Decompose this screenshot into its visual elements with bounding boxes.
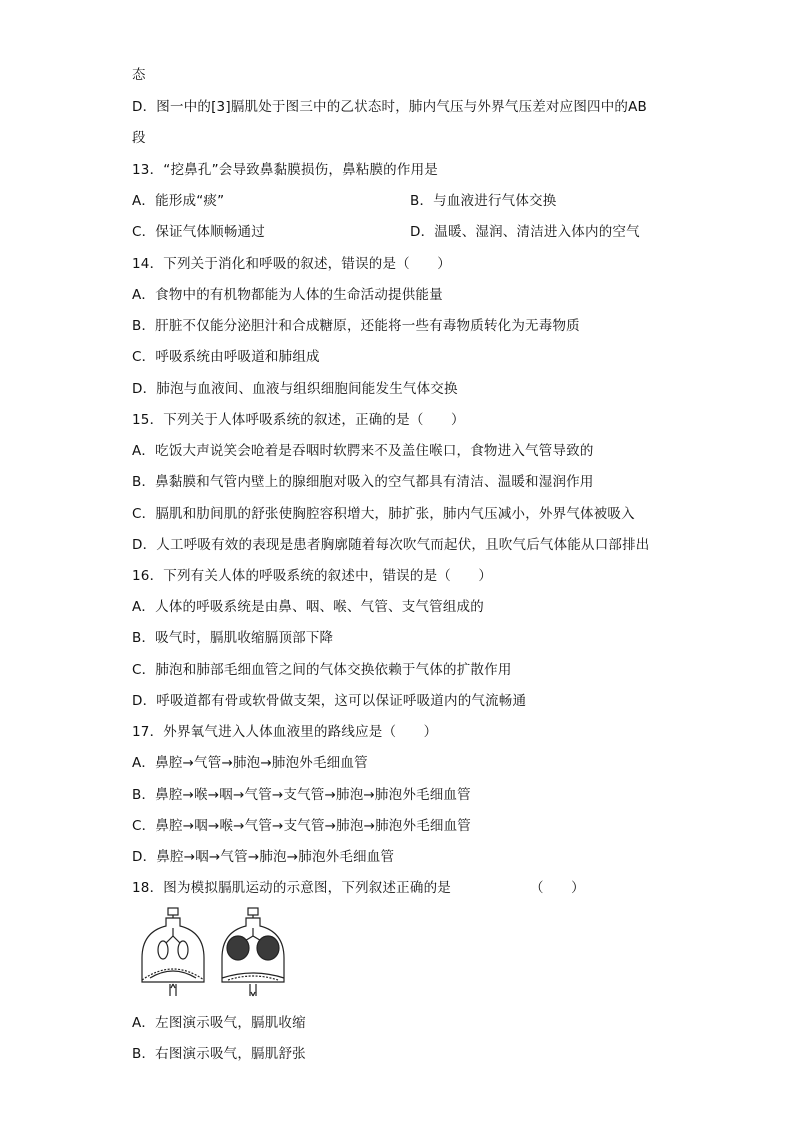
question-14-stem: 14．下列关于消化和呼吸的叙述，错误的是（ ）: [132, 256, 451, 272]
answer-parentheses: （ ）: [530, 880, 585, 896]
q15-option-a: A．吃饭大声说笑会呛着是吞咽时软腭来不及盖住喉口，食物进入气管导致的: [132, 443, 594, 459]
q15-option-c: C．膈肌和肋间肌的舒张使胸腔容积增大，肺扩张，肺内气压减小，外界气体被吸入: [132, 506, 635, 522]
q16-option-d: D．呼吸道都有骨或软骨做支架，这可以保证呼吸道内的气流畅通: [132, 693, 527, 709]
diaphragm-model-figure: [136, 906, 306, 998]
text-line: D．图一中的[3]膈肌处于图三中的乙状态时，肺内气压与外界气压差对应图四中的AB: [132, 99, 648, 115]
question-13-stem: 13．“挖鼻孔”会导致鼻黏膜损伤，鼻粘膜的作用是: [132, 162, 438, 178]
text-line: 段: [132, 130, 146, 146]
right-bell-jar: [222, 908, 284, 996]
q13-option-b: B．与血液进行气体交换: [410, 193, 557, 209]
question-18-stem: 18．图为模拟膈肌运动的示意图，下列叙述正确的是: [132, 880, 451, 896]
question-16-stem: 16．下列有关人体的呼吸系统的叙述中，错误的是（ ）: [132, 568, 493, 584]
q13-option-a: A．能形成“痰”: [132, 193, 225, 209]
text-line: 态: [132, 67, 146, 83]
q18-option-b: B．右图演示吸气，膈肌舒张: [132, 1046, 306, 1062]
q16-option-a: A．人体的呼吸系统是由鼻、咽、喉、气管、支气管组成的: [132, 599, 484, 615]
question-15-stem: 15．下列关于人体呼吸系统的叙述，正确的是（ ）: [132, 412, 465, 428]
q17-option-d: D．鼻腔→咽→气管→肺泡→肺泡外毛细血管: [132, 849, 395, 865]
q14-option-a: A．食物中的有机物都能为人体的生命活动提供能量: [132, 287, 443, 303]
q13-option-d: D．温暖、湿润、清洁进入体内的空气: [410, 224, 640, 240]
q17-option-a: A．鼻腔→气管→肺泡→肺泡外毛细血管: [132, 755, 368, 771]
q15-option-b: B．鼻黏膜和气管内壁上的腺细胞对吸入的空气都具有清洁、温暖和湿润作用: [132, 474, 594, 490]
left-bell-jar: [142, 908, 204, 996]
q16-option-c: C．肺泡和肺部毛细血管之间的气体交换依赖于气体的扩散作用: [132, 662, 512, 678]
q13-option-c: C．保证气体顺畅通过: [132, 224, 265, 240]
q14-option-b: B．肝脏不仅能分泌胆汁和合成糖原，还能将一些有毒物质转化为无毒物质: [132, 318, 580, 334]
question-17-stem: 17．外界氧气进入人体血液里的路线应是（ ）: [132, 724, 438, 740]
q18-option-a: A．左图演示吸气，膈肌收缩: [132, 1015, 306, 1031]
q15-option-d: D．人工呼吸有效的表现是患者胸廓随着每次吹气而起伏，且吹气后气体能从口部排出: [132, 537, 650, 553]
q14-option-d: D．肺泡与血液间、血液与组织细胞间能发生气体交换: [132, 381, 458, 397]
q16-option-b: B．吸气时，膈肌收缩膈顶部下降: [132, 630, 334, 646]
q14-option-c: C．呼吸系统由呼吸道和肺组成: [132, 349, 320, 365]
q17-option-b: B．鼻腔→喉→咽→气管→支气管→肺泡→肺泡外毛细血管: [132, 787, 471, 803]
q17-option-c: C．鼻腔→咽→喉→气管→支气管→肺泡→肺泡外毛细血管: [132, 818, 471, 834]
